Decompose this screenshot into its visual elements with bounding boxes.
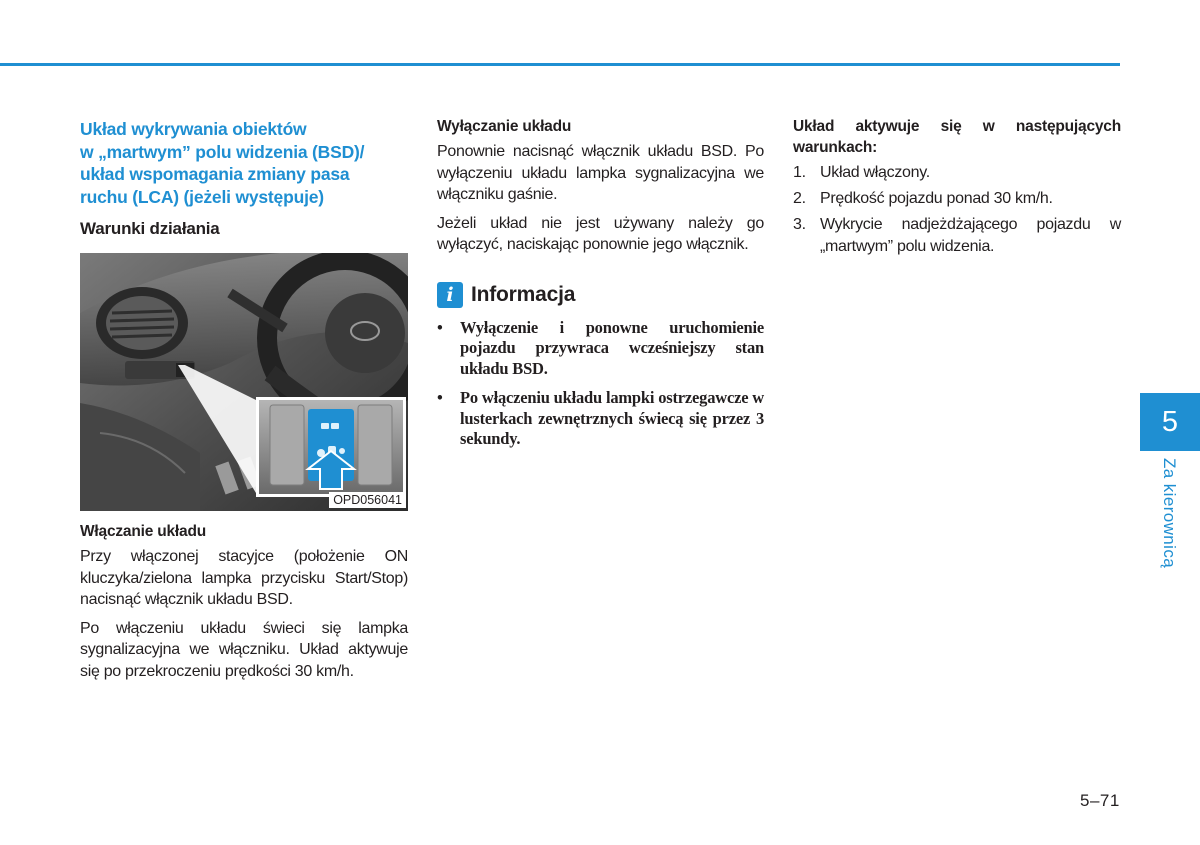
page-number: 5–71 bbox=[1080, 791, 1120, 810]
bullet-icon: • bbox=[437, 388, 443, 407]
section-title-line: w „martwym” polu widzenia (BSD)/ bbox=[80, 141, 365, 162]
top-rule bbox=[0, 63, 1120, 66]
disable-paragraph: Ponownie nacisnąć włącznik układu BSD. Po wyłączeniu układu lampka sygnalizacyjna we włączniku gaśnie. bbox=[437, 143, 764, 203]
activation-item-text: Prędkość pojazdu ponad 30 km/h. bbox=[820, 190, 1053, 207]
activation-item bbox=[793, 188, 1121, 210]
enable-paragraph: Przy włączonej stacyjce (położenie ON kluczyka/zielona lampka przycisku Start/Stop) nacisnąć włącznik układu BSD. bbox=[80, 548, 408, 608]
chapter-title: Za kierownicą bbox=[1160, 458, 1179, 569]
activation-item bbox=[793, 162, 1121, 184]
info-bullet-list bbox=[437, 318, 764, 450]
section-title-line: ruchu (LCA) (jeżeli występuje) bbox=[80, 186, 324, 207]
bsd-switch-figure bbox=[80, 253, 408, 511]
info-bullet-text: Wyłączenie i ponowne uruchomienie pojazdu przywraca wcześniejszy stan układu BSD. bbox=[460, 317, 764, 378]
info-bullet bbox=[437, 388, 764, 450]
column-middle bbox=[437, 116, 764, 459]
activation-item bbox=[793, 214, 1121, 258]
activation-list bbox=[793, 162, 1121, 258]
chapter-number-tab: 5 bbox=[1140, 393, 1200, 451]
column-right bbox=[793, 116, 1121, 262]
enable-heading: Włączanie układu bbox=[80, 523, 206, 540]
activation-item-number: 2. bbox=[793, 190, 806, 207]
figure-code: OPD056041 bbox=[329, 492, 406, 508]
info-box-header bbox=[437, 282, 764, 308]
section-title-line: układ wspomagania zmiany pasa bbox=[80, 164, 350, 184]
activation-item-number: 3. bbox=[793, 216, 806, 233]
activation-item-text: Układ włączony. bbox=[820, 164, 930, 181]
section-title bbox=[80, 118, 408, 208]
disable-paragraph: Jeżeli układ nie jest używany należy go wyłączyć, naciskając ponownie jego włącznik. bbox=[437, 214, 764, 253]
dashboard-illustration bbox=[80, 253, 408, 511]
column-left bbox=[80, 116, 408, 689]
info-icon: i bbox=[437, 282, 463, 308]
info-bullet-text: Po włączeniu układu lampki ostrzegawcze w lusterkach zewnętrznych świecą się przez 3 sekundy. bbox=[460, 388, 764, 448]
chapter-title-vertical bbox=[1152, 458, 1182, 588]
info-bullet bbox=[437, 318, 764, 380]
activation-item-number: 1. bbox=[793, 164, 806, 181]
info-title: Informacja bbox=[471, 282, 576, 306]
bullet-icon: • bbox=[437, 317, 443, 337]
enable-paragraph: Po włączeniu układu świeci się lampka sygnalizacyjna we włączniku. Układ aktywuje się po przekroczeniu prędkości 30 km/h. bbox=[80, 619, 408, 680]
activation-heading: Układ aktywuje się w następujących warunkach: bbox=[793, 118, 1121, 156]
activation-item-text: Wykrycie nadjeżdżającego pojazdu w „martwym” polu widzenia. bbox=[820, 216, 1121, 255]
disable-heading: Wyłączanie układu bbox=[437, 118, 572, 135]
conditions-heading: Warunki działania bbox=[80, 219, 220, 238]
section-title-line: Układ wykrywania obiektów bbox=[80, 119, 307, 139]
